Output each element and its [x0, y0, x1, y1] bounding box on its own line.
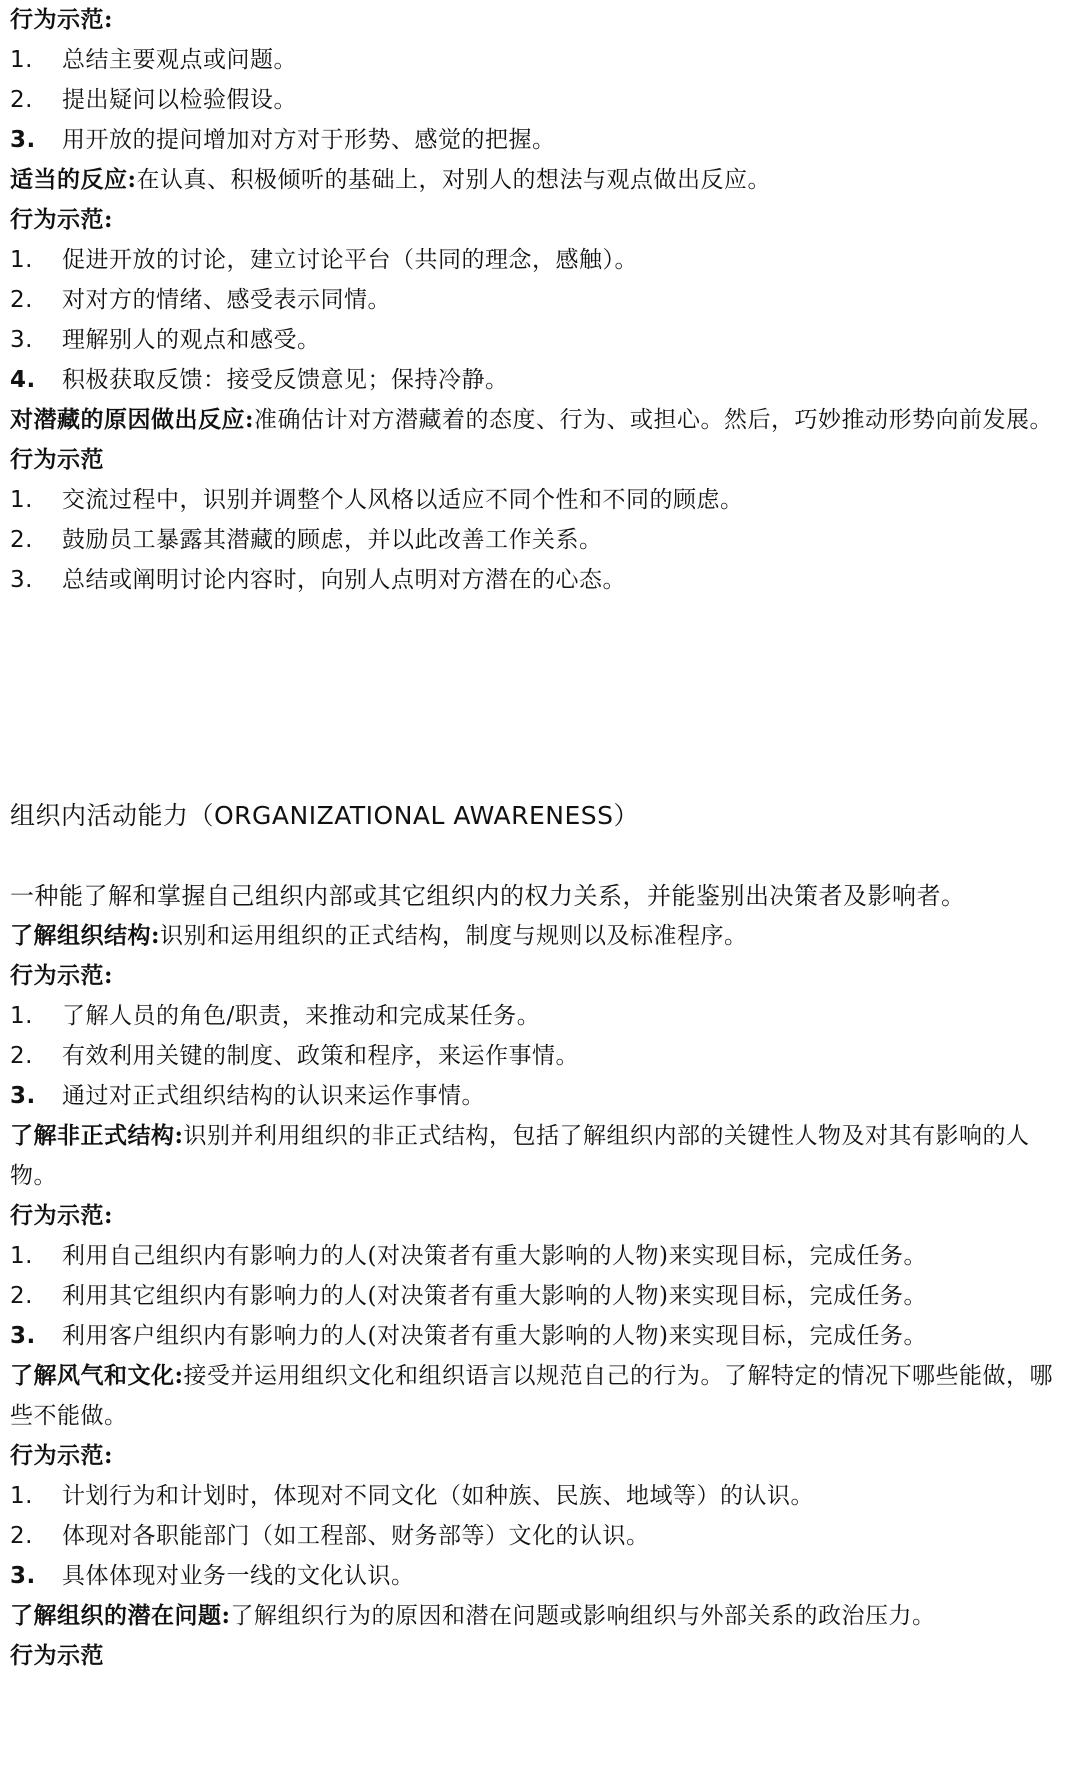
item-number: 1.: [10, 47, 33, 73]
term-title: 了解风气和文化:: [10, 1362, 184, 1389]
item-text: 对对方的情绪、感受表示同情。: [62, 287, 391, 313]
behavior-heading: 行为示范: [10, 1642, 104, 1669]
list-item: [10, 240, 1066, 280]
block-listening-behaviors: [10, 0, 1066, 160]
item-text: 通过对正式组织结构的认识来运作事情。: [62, 1083, 485, 1109]
item-text: 理解别人的观点和感受。: [62, 327, 321, 353]
term-description: 在认真、积极倾听的基础上，对别人的想法与观点做出反应。: [136, 167, 771, 193]
item-text: 总结或阐明讨论内容时，向别人点明对方潜在的心态。: [62, 567, 626, 593]
item-text: 有效利用关键的制度、政策和程序，来运作事情。: [62, 1043, 579, 1069]
item-number: 2.: [10, 1043, 33, 1069]
item-number: 1.: [10, 487, 33, 513]
item-text: 具体体现对业务一线的文化认识。: [62, 1563, 415, 1589]
list-item: [10, 320, 1066, 360]
term-title: 适当的反应:: [10, 166, 137, 193]
item-number: 3.: [10, 1083, 36, 1109]
term-line: [10, 916, 1066, 956]
list-item: [10, 1076, 1066, 1116]
term-description: 识别并利用组织的非正式结构，包括了解组织内部的关键性人物及对其有影响的人物。: [10, 1123, 1030, 1189]
item-text: 计划行为和计划时，体现对不同文化（如种族、民族、地域等）的认识。: [62, 1483, 814, 1509]
item-number: 1.: [10, 1243, 33, 1269]
term-title: 了解组织结构:: [10, 922, 160, 949]
item-text: 鼓励员工暴露其潜藏的顾虑，并以此改善工作关系。: [62, 527, 603, 553]
item-number: 2.: [10, 287, 33, 313]
item-number: 3.: [10, 1563, 36, 1589]
list-item: [10, 1036, 1066, 1076]
item-text: 用开放的提问增加对方对于形势、感觉的把握。: [62, 127, 556, 153]
item-number: 1.: [10, 247, 33, 273]
term-description: 识别和运用组织的正式结构，制度与规则以及标准程序。: [160, 923, 748, 949]
item-text: 利用自己组织内有影响力的人(对决策者有重大影响的人物)来实现目标，完成任务。: [62, 1243, 927, 1269]
behavior-heading: 行为示范:: [10, 1202, 113, 1229]
list-item: [10, 280, 1066, 320]
item-text: 体现对各职能部门（如工程部、财务部等）文化的认识。: [62, 1523, 650, 1549]
item-number: 1.: [10, 1483, 33, 1509]
item-number: 3.: [10, 127, 36, 153]
item-text: 提出疑问以检验假设。: [62, 87, 297, 113]
item-number: 2.: [10, 1283, 33, 1309]
behavior-heading: 行为示范:: [10, 962, 113, 989]
block-formal-structure: [10, 916, 1066, 1116]
list-item: [10, 120, 1066, 160]
term-line: [10, 1596, 1066, 1636]
term-description: 接受并运用组织文化和组织语言以规范自己的行为。了解特定的情况下哪些能做，哪些不能做。: [10, 1363, 1053, 1429]
item-text: 利用客户组织内有影响力的人(对决策者有重大影响的人物)来实现目标，完成任务。: [62, 1323, 927, 1349]
list-item: [10, 560, 1066, 600]
term-line: [10, 160, 1066, 200]
list-item: [10, 40, 1066, 80]
list-item: [10, 1316, 1066, 1356]
item-number: 3.: [10, 1323, 36, 1349]
item-text: 了解人员的角色/职责，来推动和完成某任务。: [62, 1003, 541, 1029]
item-text: 利用其它组织内有影响力的人(对决策者有重大影响的人物)来实现目标，完成任务。: [62, 1283, 927, 1309]
item-number: 2.: [10, 1523, 33, 1549]
list-item: [10, 360, 1066, 400]
behavior-heading: 行为示范: [10, 446, 104, 473]
term-line: [10, 400, 1066, 440]
list-item: [10, 1556, 1066, 1596]
item-text: 促进开放的讨论，建立讨论平台（共同的理念，感触）。: [62, 247, 638, 273]
term-title: 对潜藏的原因做出反应:: [10, 406, 254, 433]
item-number: 1.: [10, 1003, 33, 1029]
list-item: [10, 480, 1066, 520]
term-line: [10, 1116, 1066, 1196]
block-hidden-causes: [10, 400, 1066, 600]
item-number: 2.: [10, 527, 33, 553]
item-number: 3.: [10, 327, 33, 353]
behavior-heading: 行为示范:: [10, 1442, 113, 1469]
list-item: [10, 1236, 1066, 1276]
behavior-heading: 行为示范:: [10, 6, 113, 33]
item-number: 2.: [10, 87, 33, 113]
item-text: 积极获取反馈：接受反馈意见；保持冷静。: [62, 367, 509, 393]
item-number: 4.: [10, 367, 36, 393]
list-item: [10, 520, 1066, 560]
term-title: 了解组织的潜在问题:: [10, 1602, 231, 1629]
behavior-heading: 行为示范:: [10, 206, 113, 233]
list-item: [10, 80, 1066, 120]
block-appropriate-response: [10, 160, 1066, 400]
block-informal-structure: [10, 1116, 1066, 1356]
term-description: 了解组织行为的原因和潜在问题或影响组织与外部关系的政治压力。: [230, 1603, 936, 1629]
term-description: 准确估计对方潜藏着的态度、行为、或担心。然后，巧妙推动形势向前发展。: [254, 407, 1053, 433]
section-intro: 一种能了解和掌握自己组织内部或其它组织内的权力关系，并能鉴别出决策者及影响者。: [10, 882, 966, 910]
term-line: [10, 1356, 1066, 1436]
item-text: 交流过程中，识别并调整个人风格以适应不同个性和不同的顾虑。: [62, 487, 744, 513]
list-item: [10, 1276, 1066, 1316]
block-latent-issues: [10, 1596, 1066, 1676]
section-title: 组织内活动能力（ORGANIZATIONAL AWARENESS）: [10, 801, 639, 830]
list-item: [10, 1476, 1066, 1516]
block-culture: [10, 1356, 1066, 1596]
item-number: 3.: [10, 567, 33, 593]
list-item: [10, 996, 1066, 1036]
list-item: [10, 1516, 1066, 1556]
term-title: 了解非正式结构:: [10, 1122, 184, 1149]
item-text: 总结主要观点或问题。: [62, 47, 297, 73]
